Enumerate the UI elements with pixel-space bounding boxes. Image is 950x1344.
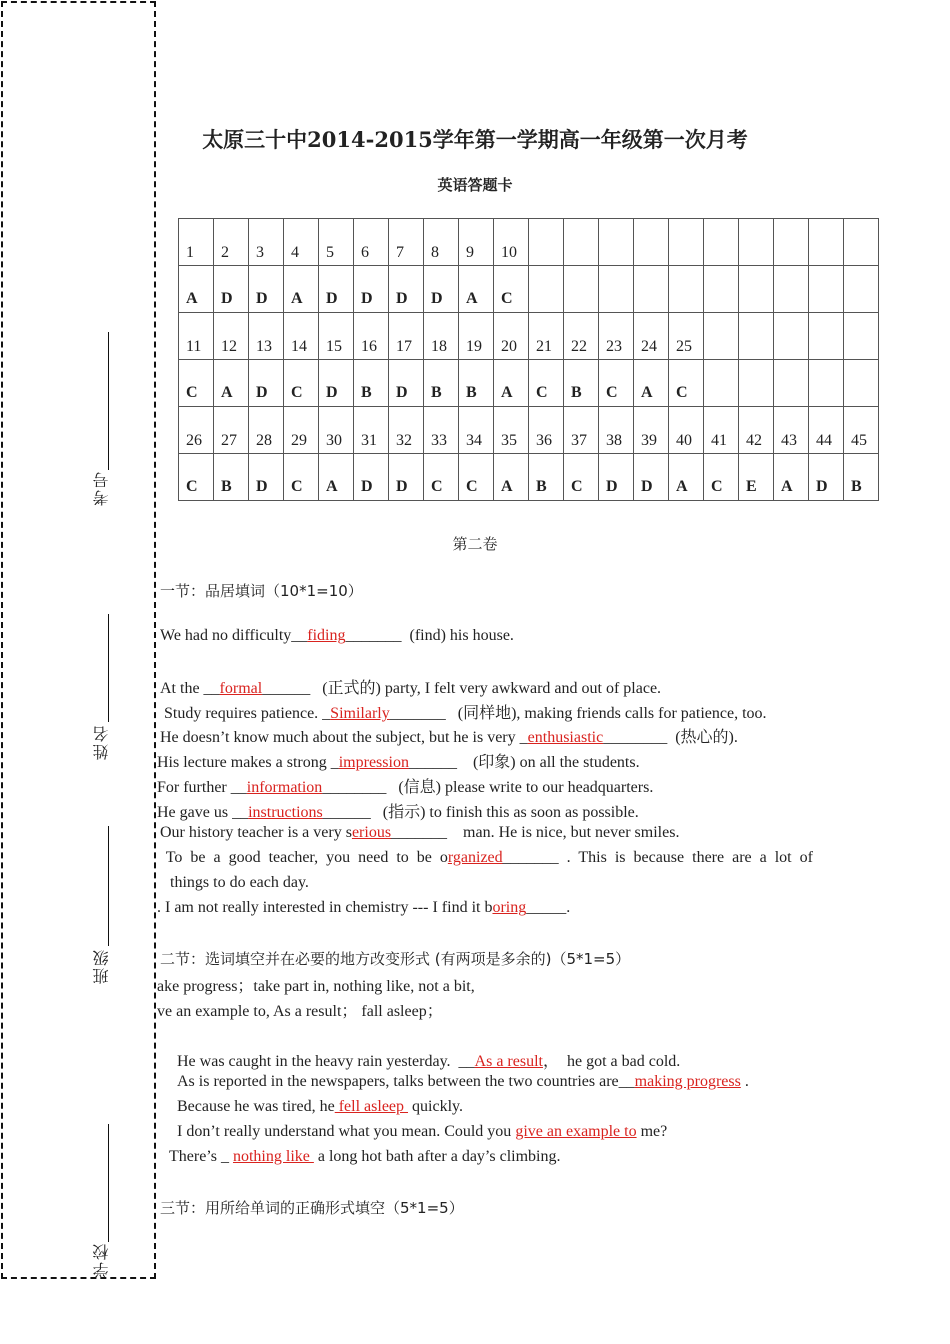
sentence-start: At the __	[160, 680, 220, 697]
filled-answer[interactable]: Similarly	[330, 705, 390, 722]
filled-answer[interactable]: erious	[351, 824, 392, 841]
section1-sentence-6	[157, 774, 653, 797]
sentence-start: Because he was tired, he	[177, 1098, 335, 1115]
answer-cell	[704, 360, 739, 407]
sentence-start: To be a good teacher, you need to be o	[162, 849, 448, 866]
question-number-cell	[739, 219, 774, 266]
section2-options-2: ve an example to, As a result； fall asleep；	[157, 1003, 443, 1020]
page-subtitle: 英语答题卡	[437, 176, 513, 194]
answer-cell	[844, 360, 879, 407]
section2-heading: 二节：选词填空并在必要的地方改变形式 (有两项是多余的)（5*1=5）	[160, 950, 631, 968]
answer-cell: C	[599, 360, 634, 407]
question-number-cell: 31	[354, 407, 389, 454]
sentence-start: He was caught in the heavy rain yesterday. __	[177, 1053, 475, 1070]
answer-cell: C	[669, 360, 704, 407]
answer-cell: D	[319, 266, 354, 313]
filled-answer[interactable]: enthusiastic	[527, 729, 604, 746]
question-number-cell: 7	[389, 219, 424, 266]
sentence-end: _______ . This is because there are a lot of	[502, 849, 813, 866]
question-number-cell: 41	[704, 407, 739, 454]
answer-cell: D	[214, 266, 249, 313]
answer-cell: B	[354, 360, 389, 407]
question-number-cell: 15	[319, 313, 354, 360]
answer-cell: D	[809, 454, 844, 501]
answer-cell	[704, 266, 739, 313]
question-number-cell: 17	[389, 313, 424, 360]
question-number-cell: 23	[599, 313, 634, 360]
answer-cell: D	[249, 360, 284, 407]
answer-cell	[844, 266, 879, 313]
section3-heading: 三节：用所给单词的正确形式填空（5*1=5）	[160, 1199, 464, 1217]
section1-sentence-10	[162, 874, 309, 892]
section1-sentence-11	[157, 899, 570, 917]
section2-options-1: ake progress；take part in, nothing like, not a bit,	[157, 978, 475, 995]
answer-cell: D	[249, 454, 284, 501]
sentence-end: ， he got a bad cold.	[542, 1053, 681, 1070]
question-number-cell: 21	[529, 313, 564, 360]
answer-row	[179, 454, 879, 501]
sentence-end: ______ (印象) on all the students.	[408, 754, 640, 771]
question-number-cell: 9	[459, 219, 494, 266]
sentence-start: He doesn’t know much about the subject, but he is very _	[160, 729, 528, 746]
answer-cell: A	[284, 266, 319, 313]
section1-sentence-1	[160, 627, 514, 645]
question-number-cell	[634, 219, 669, 266]
question-number-cell: 4	[284, 219, 319, 266]
sentence-start: . I am not really interested in chemistry --- I find it b	[157, 899, 493, 916]
question-number-row	[179, 407, 879, 454]
section1-sentence-2	[160, 675, 661, 698]
question-number-cell	[564, 219, 599, 266]
filled-answer[interactable]: give an example to	[515, 1123, 637, 1140]
sentence-start: He gave us __	[157, 804, 249, 821]
question-number-cell	[739, 313, 774, 360]
sentence-start: I don’t really understand what you mean. Could you	[177, 1123, 516, 1140]
question-number-row	[179, 219, 879, 266]
question-number-cell: 44	[809, 407, 844, 454]
section2-sentence-2	[177, 1073, 749, 1091]
sentence-start: As is reported in the newspapers, talks between the two countries are__	[177, 1073, 635, 1090]
answer-cell: A	[494, 360, 529, 407]
question-number-cell: 36	[529, 407, 564, 454]
question-number-cell: 45	[844, 407, 879, 454]
answer-row	[179, 360, 879, 407]
answer-cell	[739, 266, 774, 313]
question-number-cell: 3	[249, 219, 284, 266]
sentence-end: ______ (指示) to finish this as soon as possible.	[322, 804, 639, 821]
answer-cell: C	[284, 454, 319, 501]
question-number-cell: 30	[319, 407, 354, 454]
question-number-cell: 2	[214, 219, 249, 266]
name-line	[108, 614, 109, 722]
answer-cell	[774, 266, 809, 313]
answer-cell: A	[179, 266, 214, 313]
answer-cell: A	[774, 454, 809, 501]
question-number-cell: 37	[564, 407, 599, 454]
section1-sentence-9	[162, 849, 813, 867]
section1-sentence-5	[157, 749, 640, 772]
answer-cell: D	[634, 454, 669, 501]
section1-sentence-4	[160, 724, 738, 747]
answer-cell: C	[179, 454, 214, 501]
answer-cell: D	[424, 266, 459, 313]
answer-cell: C	[284, 360, 319, 407]
question-number-cell: 35	[494, 407, 529, 454]
question-number-cell: 39	[634, 407, 669, 454]
filled-answer[interactable]: As a result	[474, 1053, 543, 1070]
sentence-end: a long hot bath after a day’s climbing.	[313, 1148, 561, 1165]
question-number-cell	[809, 313, 844, 360]
question-number-cell: 42	[739, 407, 774, 454]
question-number-cell	[599, 219, 634, 266]
sentence-end: _______ man. He is nice, but never smiles.	[391, 824, 680, 841]
answer-cell	[669, 266, 704, 313]
filled-answer[interactable]: fiding	[307, 627, 346, 644]
sentence-end: _______ (find) his house.	[345, 627, 514, 644]
answer-cell: D	[599, 454, 634, 501]
question-number-cell	[809, 219, 844, 266]
answer-cell: B	[424, 360, 459, 407]
filled-answer[interactable]: making progress	[634, 1073, 741, 1090]
section1-sentence-7	[157, 799, 639, 822]
answer-cell: D	[319, 360, 354, 407]
answer-cell: C	[179, 360, 214, 407]
question-number-cell: 19	[459, 313, 494, 360]
answer-cell: D	[354, 266, 389, 313]
answer-cell: C	[494, 266, 529, 313]
filled-answer[interactable]: impression	[338, 754, 409, 771]
filled-answer[interactable]: instructions	[248, 804, 323, 821]
question-number-cell: 5	[319, 219, 354, 266]
question-number-cell: 43	[774, 407, 809, 454]
question-number-cell	[704, 313, 739, 360]
filled-answer[interactable]: fell asleep	[334, 1098, 409, 1115]
question-number-cell: 12	[214, 313, 249, 360]
sentence-start: things to do each day.	[162, 874, 309, 891]
answer-cell: D	[389, 266, 424, 313]
question-number-cell: 38	[599, 407, 634, 454]
exam-number-line	[108, 332, 109, 470]
question-number-cell: 33	[424, 407, 459, 454]
answer-row	[179, 266, 879, 313]
answer-cell: E	[739, 454, 774, 501]
answer-cell: C	[529, 360, 564, 407]
answer-cell	[739, 360, 774, 407]
answer-cell: D	[389, 360, 424, 407]
answer-cell: A	[214, 360, 249, 407]
answer-cell: D	[249, 266, 284, 313]
filled-answer[interactable]: oring	[492, 899, 527, 916]
class-label: 班级	[92, 948, 111, 984]
question-number-cell: 26	[179, 407, 214, 454]
exam-number-label: 考号	[92, 470, 111, 506]
answer-grid	[178, 218, 879, 501]
question-number-cell: 25	[669, 313, 704, 360]
answer-cell: A	[319, 454, 354, 501]
answer-cell	[529, 266, 564, 313]
answer-cell: D	[354, 454, 389, 501]
school-line	[108, 1124, 109, 1242]
answer-cell: A	[494, 454, 529, 501]
question-number-cell	[529, 219, 564, 266]
question-number-cell: 13	[249, 313, 284, 360]
question-number-cell: 10	[494, 219, 529, 266]
question-number-cell: 34	[459, 407, 494, 454]
sentence-start: His lecture makes a strong _	[157, 754, 339, 771]
filled-answer[interactable]: information	[246, 779, 323, 796]
answer-cell	[564, 266, 599, 313]
section1-sentence-3	[160, 700, 767, 723]
part2-title: 第二卷	[452, 535, 498, 553]
question-number-cell: 16	[354, 313, 389, 360]
question-number-cell: 18	[424, 313, 459, 360]
answer-cell	[809, 360, 844, 407]
question-number-cell: 11	[179, 313, 214, 360]
answer-cell: B	[564, 360, 599, 407]
question-number-cell	[844, 313, 879, 360]
question-number-cell: 28	[249, 407, 284, 454]
sentence-end: ______ (正式的) party, I felt very awkward and out of place.	[262, 680, 662, 697]
answer-cell	[599, 266, 634, 313]
question-number-cell: 29	[284, 407, 319, 454]
class-line	[108, 826, 109, 946]
answer-cell: C	[704, 454, 739, 501]
filled-answer[interactable]: formal	[219, 680, 263, 697]
section1-sentence-8	[160, 824, 679, 842]
page-title: 太原三十中2014-2015学年第一学期高一年级第一次月考	[202, 127, 748, 152]
name-label: 姓名	[92, 724, 111, 760]
answer-cell	[774, 360, 809, 407]
sentence-start: Our history teacher is a very s	[160, 824, 352, 841]
answer-cell	[634, 266, 669, 313]
answer-cell: B	[214, 454, 249, 501]
question-number-cell: 6	[354, 219, 389, 266]
sentence-end: _______ (同样地), making friends calls for patience, too.	[389, 705, 767, 722]
sentence-start: For further __	[157, 779, 247, 796]
answer-cell: D	[389, 454, 424, 501]
section1-heading: 一节：品居填词（10*1=10）	[160, 582, 363, 600]
school-label: 学校	[92, 1242, 111, 1278]
question-number-cell: 40	[669, 407, 704, 454]
question-number-cell: 1	[179, 219, 214, 266]
answer-cell: A	[459, 266, 494, 313]
section2-sentence-1	[177, 1048, 680, 1071]
answer-cell: B	[529, 454, 564, 501]
filled-answer[interactable]: rganized	[447, 849, 503, 866]
question-number-cell: 24	[634, 313, 669, 360]
question-number-cell: 27	[214, 407, 249, 454]
section2-sentence-3	[177, 1098, 463, 1116]
answer-cell: B	[844, 454, 879, 501]
answer-cell: C	[459, 454, 494, 501]
answer-cell: A	[634, 360, 669, 407]
sentence-end: .	[740, 1073, 749, 1090]
sentence-start: We had no difficulty__	[160, 627, 308, 644]
sentence-end: _____.	[526, 899, 571, 916]
question-number-row	[179, 313, 879, 360]
question-number-cell: 14	[284, 313, 319, 360]
sentence-start: There’s _	[169, 1148, 233, 1165]
answer-cell: B	[459, 360, 494, 407]
sentence-end: ________ (信息) please write to our headquarters.	[322, 779, 654, 796]
question-number-cell	[704, 219, 739, 266]
answer-cell: A	[669, 454, 704, 501]
question-number-cell	[774, 219, 809, 266]
answer-cell	[809, 266, 844, 313]
question-number-cell: 20	[494, 313, 529, 360]
question-number-cell: 22	[564, 313, 599, 360]
question-number-cell	[669, 219, 704, 266]
section2-sentence-4	[177, 1123, 667, 1141]
section2-sentence-5	[169, 1148, 560, 1166]
question-number-cell: 8	[424, 219, 459, 266]
question-number-cell	[844, 219, 879, 266]
sentence-end: ________ (热心的).	[603, 729, 738, 746]
answer-cell: C	[564, 454, 599, 501]
filled-answer[interactable]: nothing like	[232, 1148, 314, 1165]
question-number-cell	[774, 313, 809, 360]
question-number-cell: 32	[389, 407, 424, 454]
answer-cell: C	[424, 454, 459, 501]
sentence-end: quickly.	[408, 1098, 463, 1115]
sentence-end: me?	[636, 1123, 668, 1140]
sentence-start: Study requires patience. _	[160, 705, 331, 722]
